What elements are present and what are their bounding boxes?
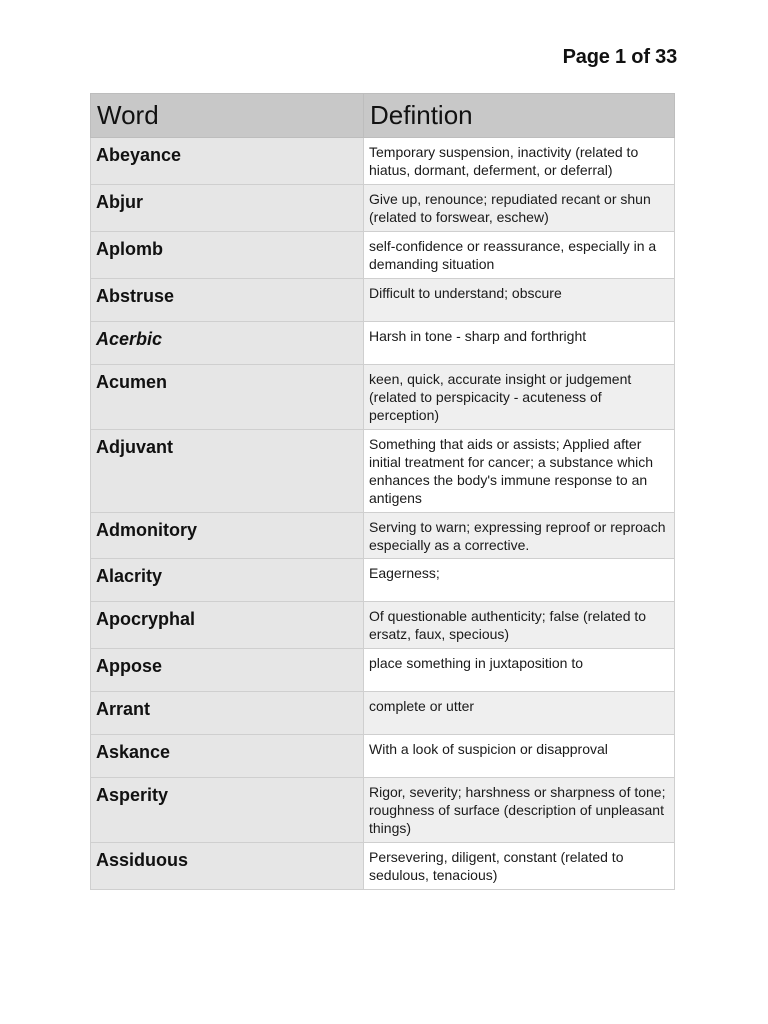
table-row (91, 322, 675, 365)
definition-cell: Persevering, diligent, constant (related to sedulous, tenacious) (364, 843, 675, 890)
table-row (91, 279, 675, 322)
definition-cell: Difficult to understand; obscure (364, 279, 675, 322)
table-row (91, 602, 675, 649)
word-cell: Abeyance (91, 138, 364, 185)
table-row (91, 185, 675, 232)
page-number: Page 1 of 33 (562, 46, 677, 68)
word-column-header: Word (91, 94, 364, 138)
word-cell: Askance (91, 735, 364, 778)
definition-cell: complete or utter (364, 692, 675, 735)
word-cell: Acerbic (91, 322, 364, 365)
word-cell: Acumen (91, 365, 364, 430)
definition-cell: Serving to warn; expressing reproof or reproach especially as a corrective. (364, 513, 675, 559)
word-cell: Assiduous (91, 843, 364, 890)
definition-cell: Rigor, severity; harshness or sharpness of tone; roughness of surface (description of unpleasant things) (364, 778, 675, 843)
definition-column-header: Defintion (364, 94, 675, 138)
definition-cell: Eagerness; (364, 559, 675, 602)
word-cell: Admonitory (91, 513, 364, 559)
word-cell: Appose (91, 649, 364, 692)
table-row (91, 559, 675, 602)
table-row (91, 365, 675, 430)
definition-cell: place something in juxtaposition to (364, 649, 675, 692)
table-row (91, 843, 675, 890)
definition-cell: Of questionable authenticity; false (related to ersatz, faux, specious) (364, 602, 675, 649)
definition-cell: keen, quick, accurate insight or judgement (related to perspicacity - acuteness of perception) (364, 365, 675, 430)
word-cell: Adjuvant (91, 430, 364, 513)
table-row (91, 513, 675, 559)
table-row (91, 778, 675, 843)
table-row (91, 735, 675, 778)
word-cell: Abstruse (91, 279, 364, 322)
definition-cell: Harsh in tone - sharp and forthright (364, 322, 675, 365)
table-row (91, 692, 675, 735)
definition-cell: self-confidence or reassurance, especially in a demanding situation (364, 232, 675, 279)
table-row (91, 138, 675, 185)
table-row (91, 232, 675, 279)
definition-cell: Give up, renounce; repudiated recant or shun (related to forswear, eschew) (364, 185, 675, 232)
word-cell: Arrant (91, 692, 364, 735)
definition-cell: Temporary suspension, inactivity (related to hiatus, dormant, deferment, or deferral) (364, 138, 675, 185)
definition-cell: With a look of suspicion or disapproval (364, 735, 675, 778)
word-cell: Abjur (91, 185, 364, 232)
word-cell: Alacrity (91, 559, 364, 602)
table-header-row (91, 94, 675, 138)
word-cell: Asperity (91, 778, 364, 843)
definition-cell: Something that aids or assists; Applied after initial treatment for cancer; a substance which enhances the body's immune response to an antigens (364, 430, 675, 513)
vocabulary-table (90, 93, 675, 890)
table-row (91, 649, 675, 692)
word-cell: Aplomb (91, 232, 364, 279)
word-cell: Apocryphal (91, 602, 364, 649)
table-row (91, 430, 675, 513)
